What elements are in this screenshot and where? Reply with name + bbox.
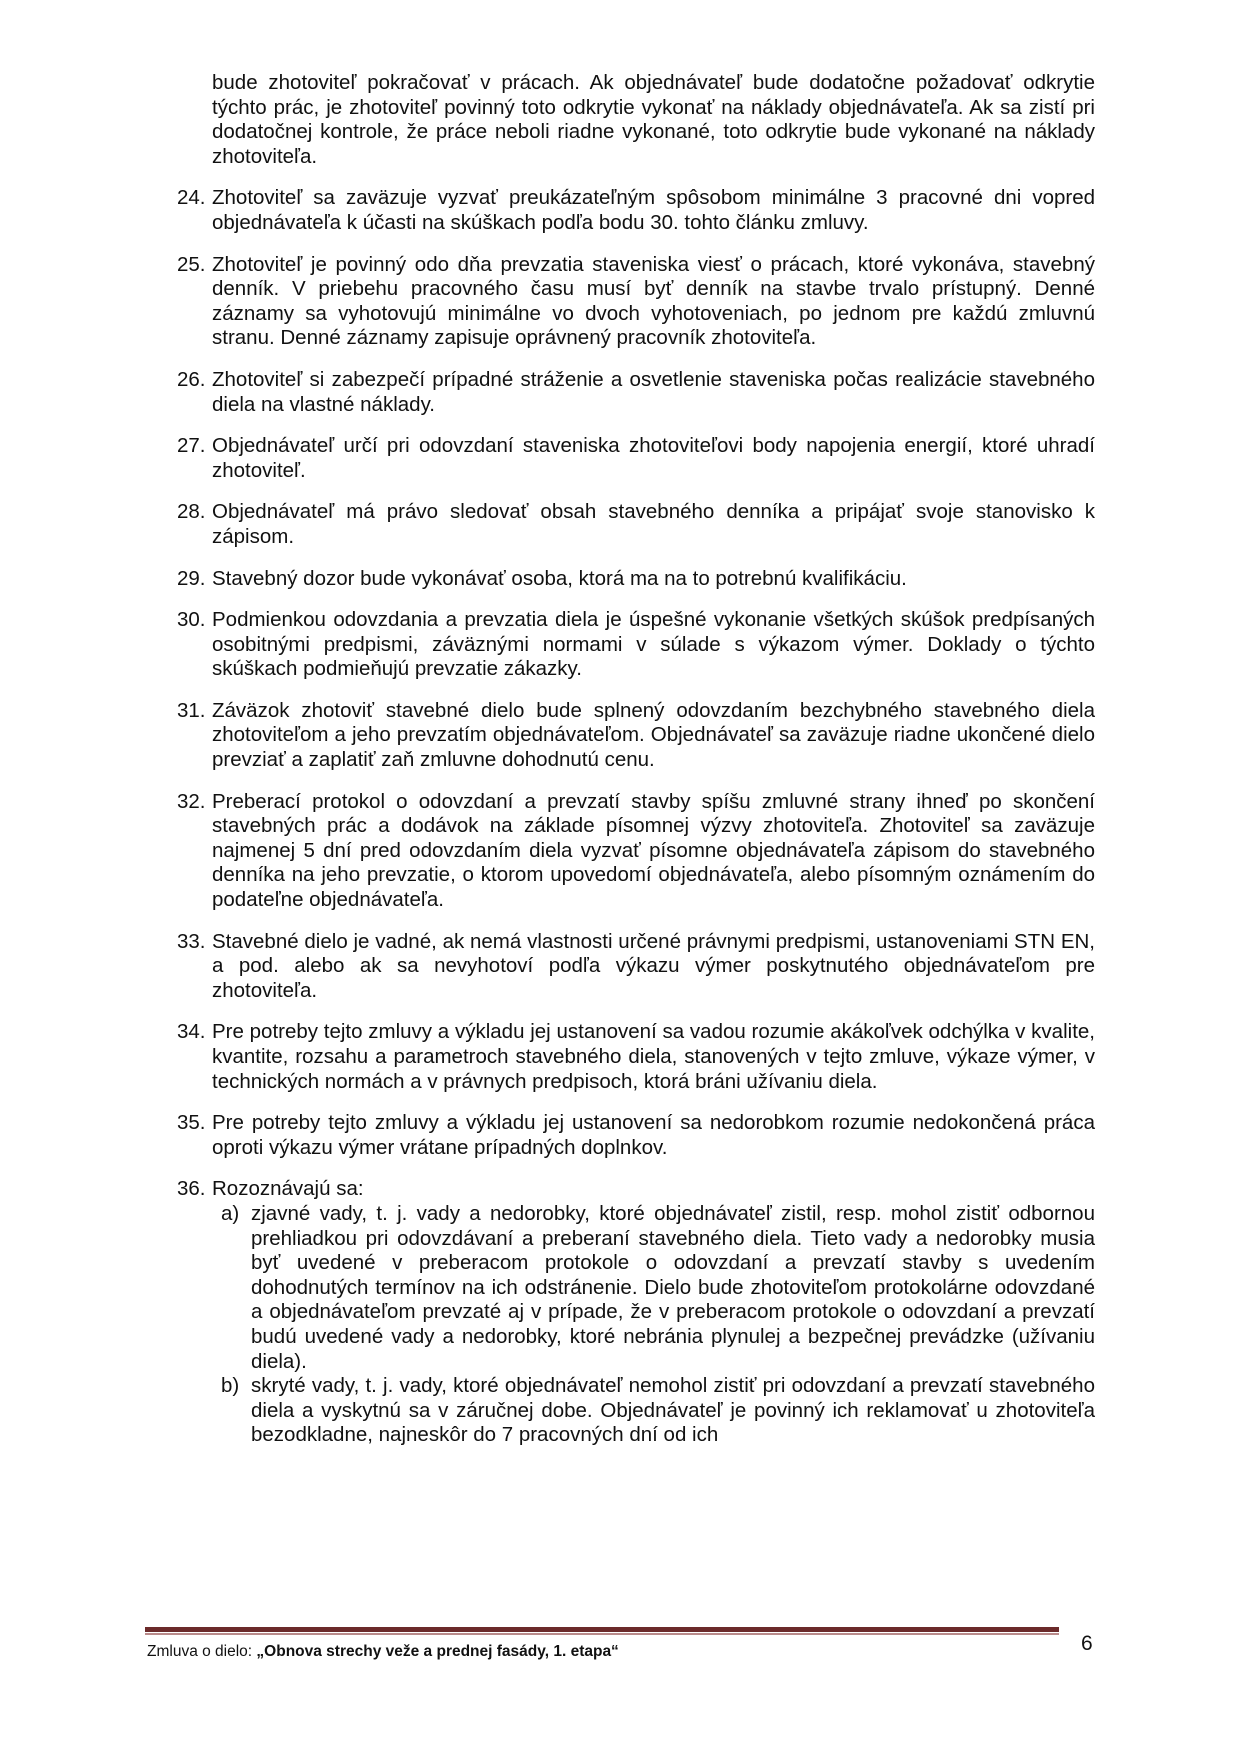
subitem-text: zjavné vady, t. j. vady a nedorobky, ktoré objednávateľ zistil, resp. mohol zistiť odbornou prehliadkou pri odovzdávaní a preberaní stavebného diela. Tieto vady a nedorobky musia byť uvedené v preberacom protokole o odovzdaní a prevzatí stavby s uvedením dohodnutých termínov na ich odstránenie. Dielo bude zhotoviteľom protokolárne odovzdané a objednávateľom prevzaté aj v prípade, že v preberacom protokole o odovzdaní a prevzatí budú uvedené vady a nedorobky, ktoré nebránia plynulej a bezpečnej prevádzke (užívaniu diela).: [251, 1201, 1095, 1373]
clause-text: Stavebné dielo je vadné, ak nemá vlastnosti určené právnymi predpismi, ustanoveniami STN EN, a pod. alebo ak sa nevyhotoví podľa výkazu výmer poskytnutého objednávateľom pre zhotoviteľa.: [212, 929, 1095, 1002]
footer-contract-title: „Obnova strechy veže a prednej fasády, 1. etapa“: [256, 1643, 619, 1660]
clause-26: [177, 368, 1095, 417]
clause-number: 33.: [177, 929, 206, 953]
clause-text: Objednávateľ má právo sledovať obsah stavebného denníka a pripájať svoje stanovisko k zápisom.: [212, 500, 1095, 548]
clause-number: 26.: [177, 367, 206, 391]
clause-34: [177, 1020, 1095, 1094]
clause-28: [177, 500, 1095, 549]
subitem-label: b): [221, 1374, 240, 1398]
subitem-a: [212, 1202, 1095, 1374]
clause-27: [177, 434, 1095, 483]
clause-36: [177, 1177, 1095, 1448]
clause-number: 24.: [177, 186, 206, 210]
subitem-text: skryté vady, t. j. vady, ktoré objednávateľ nemohol zistiť pri odovzdaní a prevzatí stavebného diela a vyskytnú sa v záručnej dobe. Objednávateľ je povinný ich reklamovať u zhotoviteľa bezodkladne, najneskôr do 7 pracovných dní od ich: [251, 1374, 1095, 1447]
clause-number: 27.: [177, 434, 206, 458]
subitem-label: a): [221, 1201, 240, 1225]
clause-number: 30.: [177, 608, 206, 632]
footer-caption: [147, 1643, 619, 1661]
footer-prefix: Zmluva o dielo:: [147, 1643, 257, 1660]
clause-31: [177, 699, 1095, 773]
clause-29: [177, 567, 1095, 592]
clause-text: Stavebný dozor bude vykonávať osoba, ktorá ma na to potrebnú kvalifikáciu.: [212, 566, 907, 590]
clause-text: Preberací protokol o odovzdaní a prevzatí stavby spíšu zmluvné strany ihneď po skončení stavebných prác a dodávok na základe písomnej výzvy zhotoviteľa. Zhotoviteľ sa zaväzuje najmenej 5 dní pred odovzdaním diela vyzvať písomne objednávateľa zápisom do stavebného denníka na jeho prevzatie, o ktorom upovedomí objednávateľa, alebo písomným oznámením do podateľne objednávateľa.: [212, 789, 1095, 912]
clause-text: Zhotoviteľ si zabezpečí prípadné stráženie a osvetlenie staveniska počas realizácie stavebného diela na vlastné náklady.: [212, 367, 1095, 416]
clause-number: 34.: [177, 1020, 206, 1044]
clause-text: Zhotoviteľ sa zaväzuje vyzvať preukázateľným spôsobom minimálne 3 pracovné dni vopred objednávateľa k účasti na skúškach podľa bodu 30. tohto článku zmluvy.: [212, 186, 1095, 234]
footer-divider: [145, 1627, 1059, 1635]
clause-number: 31.: [177, 698, 206, 722]
clause-number: 32.: [177, 789, 206, 813]
clause-25: [177, 253, 1095, 351]
clause-24: [177, 186, 1095, 235]
clause-number: 28.: [177, 500, 206, 524]
clause-number: 25.: [177, 252, 206, 276]
clause-text: Pre potreby tejto zmluvy a výkladu jej ustanovení sa vadou rozumie akákoľvek odchýlka v kvalite, kvantite, rozsahu a parametroch stavebného diela, stanovených v tejto zmluve, výkaze výmer, v technických normách a v právnych predpisoch, ktorá bráni užívaniu diela.: [212, 1020, 1095, 1093]
clause-text: Podmienkou odovzdania a prevzatia diela je úspešné vykonanie všetkých skúšok predpísaných osobitnými predpismi, záväznými normami v súlade s výkazom výmer. Doklady o týchto skúškach podmieňujú prevzatie zákazky.: [212, 608, 1095, 681]
clause-32: [177, 790, 1095, 913]
clause-number: 36.: [177, 1177, 206, 1201]
clause-text: Objednávateľ určí pri odovzdaní staveniska zhotoviteľovi body napojenia energií, ktoré uhradí zhotoviteľ.: [212, 434, 1095, 482]
clause-text: Pre potreby tejto zmluvy a výkladu jej ustanovení sa nedorobkom rozumie nedokončená práca oproti výkazu výmer vrátane prípadných doplnkov.: [212, 1111, 1095, 1159]
page-number: 6: [1081, 1632, 1093, 1655]
clause-text: Rozoznávajú sa:: [212, 1177, 364, 1201]
clause-35: [177, 1111, 1095, 1160]
subitem-b: [212, 1374, 1095, 1448]
clause-33: [177, 930, 1095, 1004]
continuation-paragraph: bude zhotoviteľ pokračovať v prácach. Ak objednávateľ bude dodatočne požadovať odkrytie týchto prác, je zhotoviteľ povinný toto odkrytie vykonať na náklady objednávateľa. Ak sa zistí pri dodatočnej kontrole, že práce neboli riadne vykonané, toto odkrytie bude vykonané na náklady zhotoviteľa.: [212, 71, 1095, 168]
clause-text: Záväzok zhotoviť stavebné dielo bude splnený odovzdaním bezchybného stavebného diela zhotoviteľom a jeho prevzatím objednávateľom. Objednávateľ sa zaväzuje riadne ukončené dielo prevziať a zaplatiť zaň zmluvne dohodnutú cenu.: [212, 698, 1095, 772]
clause-text: Zhotoviteľ je povinný odo dňa prevzatia staveniska viesť o prácach, ktoré vykonáva, stavebný denník. V priebehu pracovného času musí byť denník na stavbe trvalo prístupný. Denné záznamy sa vyhotovujú minimálne vo dvoch vyhotoveniach, po jednom pre každú zmluvnú stranu. Denné záznamy zapisuje oprávnený pracovník zhotoviteľa.: [212, 252, 1095, 350]
document-body: [177, 71, 1095, 1465]
footer-divider-thin: [145, 1633, 1059, 1635]
clause-30: [177, 608, 1095, 682]
clause-number: 29.: [177, 566, 206, 590]
defect-types-list: [212, 1202, 1095, 1448]
clause-number: 35.: [177, 1111, 206, 1135]
